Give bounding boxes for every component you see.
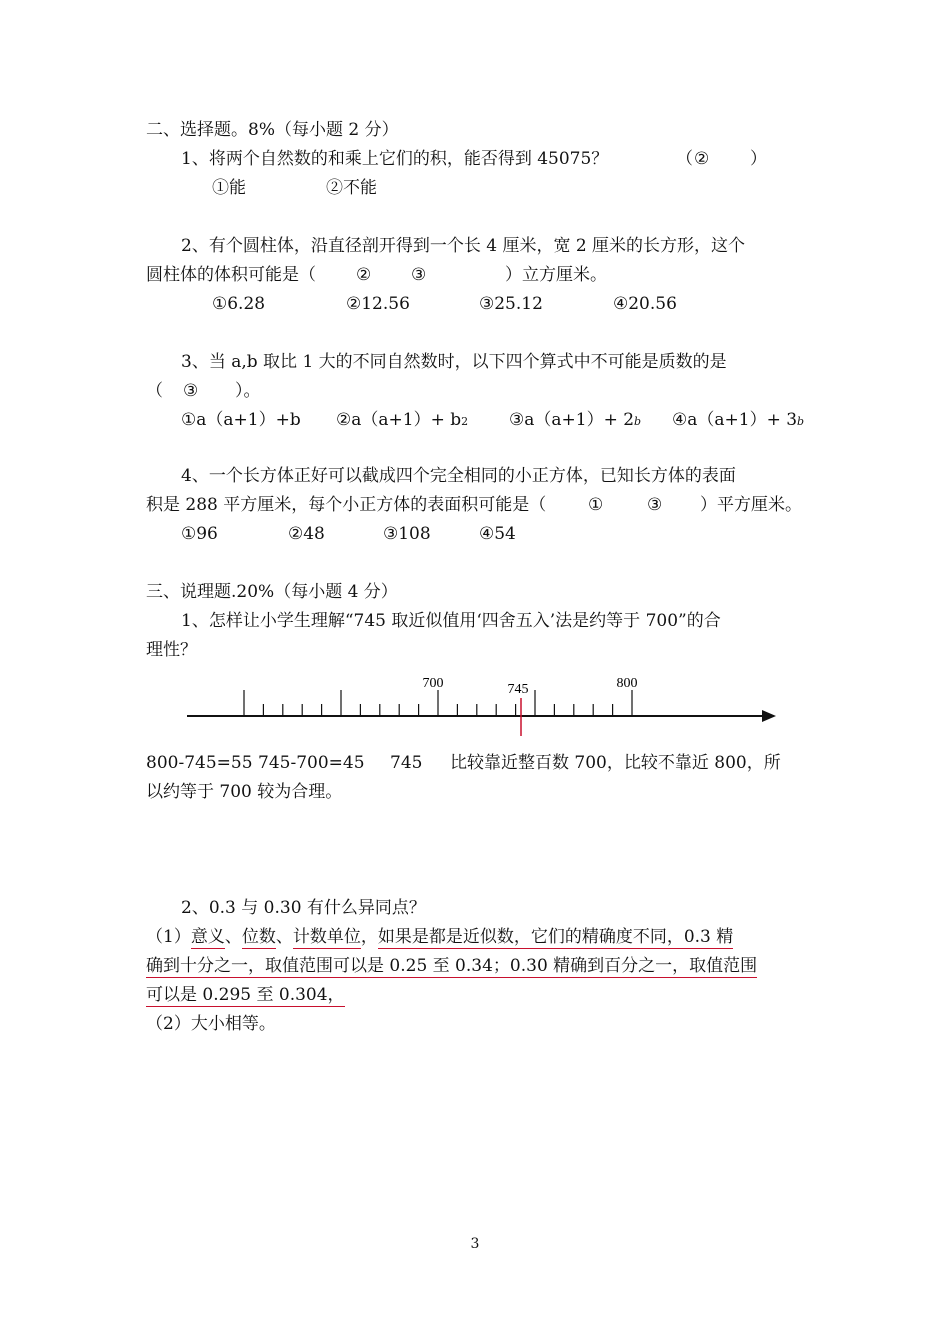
s3-q1-answer-line2: 以约等于 700 较为合理。: [146, 782, 343, 802]
s3-q2-seg-unit: 计数单位: [292, 927, 361, 947]
q1-option-1: ①能: [212, 178, 246, 198]
q4-option-4: ④54: [479, 524, 516, 544]
q2-answer2: ③: [411, 265, 427, 285]
s3-q2-p2: （2）大小相等。: [146, 1014, 276, 1034]
page-number: 3: [470, 1236, 480, 1252]
q2-answer1: ②: [356, 265, 372, 285]
q1-answer-close: ）: [750, 149, 767, 169]
q3-option-4: [672, 409, 804, 433]
q1-answer-open: （: [676, 149, 693, 169]
q1-answer: ②: [694, 149, 710, 169]
q3-option-4-main: ④a（a+1）+ 3: [672, 410, 798, 430]
q4-answer1: ①: [588, 495, 604, 515]
number-line-arrowhead: [762, 710, 776, 722]
label-700: 700: [422, 676, 444, 691]
s3-q2-title: 2、0.3 与 0.30 有什么异同点？: [181, 898, 426, 918]
number-line-diagram: [180, 668, 790, 744]
q1-option-2: ②不能: [326, 178, 377, 198]
q2-line2-post: ）立方厘米。: [505, 265, 607, 285]
s3-q1-answer-d: 比较靠近整百数 700，比较不靠近 800，所: [450, 753, 781, 773]
q3-option-1: ①a（a+1）+b: [181, 410, 301, 430]
q2-line2-pre: 圆柱体的体积可能是（: [146, 265, 316, 285]
label-800: 800: [616, 676, 638, 691]
q3-line1: 3、当 a,b 取比 1 大的不同自然数时，以下四个算式中不可能是质数的是: [181, 352, 727, 372]
q3-option-2-main: ②a（a+1）+ b: [336, 410, 462, 430]
q3-option-3-main: ③a（a+1）+ 2: [509, 410, 635, 430]
label-745: 745: [507, 682, 529, 697]
q4-line2-pre: 积是 288 平方厘米，每个小正方体的表面积可能是（: [146, 495, 547, 515]
q2-option-1: ①6.28: [212, 294, 266, 314]
s3-q2-seg-meaning: 意义: [190, 927, 225, 947]
q4-option-2: ②48: [288, 524, 325, 544]
s3-q2-p1-prefix: （1）: [146, 927, 191, 947]
q2-option-2: ②12.56: [346, 294, 410, 314]
q4-option-1: ①96: [181, 524, 218, 544]
s3-q2-sep3: ，: [360, 927, 378, 947]
q4-line2-post: ）平方厘米。: [700, 495, 802, 515]
q3-option-2-exponent: 2: [461, 415, 469, 428]
s3-q1-line2: 理性？: [146, 640, 197, 660]
q4-option-3: ③108: [383, 524, 431, 544]
s3-q1-answer-c: 745: [390, 753, 423, 773]
s3-q2-seg-precision: 如果是都是近似数，它们的精确度不同，0.3 精: [377, 927, 734, 947]
q4-line1: 4、一个长方体正好可以截成四个完全相同的小正方体，已知长方体的表面: [181, 466, 736, 486]
q1-text: 1、将两个自然数的和乘上它们的积，能否得到 45075？: [181, 149, 609, 169]
s3-q2-sep1: 、: [224, 927, 242, 947]
q4-answer2: ③: [647, 495, 663, 515]
q3-option-3-exponent: b: [634, 415, 642, 428]
q3-answer: ③: [183, 381, 199, 401]
q3-line2-open: （: [146, 381, 163, 401]
q3-option-3: [509, 409, 641, 433]
q2-option-4: ④20.56: [613, 294, 677, 314]
s3-q1-line1: 1、怎样让小学生理解“745 取近似值用‘四舍五入’法是约等于 700”的合: [181, 611, 721, 631]
s3-q2-sep2: 、: [275, 927, 293, 947]
s3-q2-p1-line3: [146, 984, 345, 1006]
q3-option-2: [336, 409, 468, 433]
q2-line1: 2、有个圆柱体，沿直径剖开得到一个长 4 厘米，宽 2 厘米的长方形，这个: [181, 236, 746, 256]
q2-option-3: ③25.12: [479, 294, 543, 314]
s3-q2-p1-line2: [146, 955, 757, 977]
q3-line2-close: ）。: [235, 381, 261, 401]
section3-title: 三、说理题.20%（每小题 4 分）: [146, 582, 398, 602]
s3-q1-answer-a: 800-745=55: [146, 753, 253, 773]
number-line-ticks: [244, 690, 632, 716]
s3-q2-p1-line1: [146, 926, 733, 948]
s3-q2-seg-digits: 位数: [241, 927, 276, 947]
s3-q2-p1-line2-text: 确到十分之一，取值范围可以是 0.25 至 0.34；0.30 精确到百分之一，取值范围: [146, 956, 758, 976]
q3-option-4-exponent: b: [797, 415, 805, 428]
s3-q2-p1-line3-text: 可以是 0.295 至 0.304，: [146, 985, 345, 1005]
s3-q1-answer-b: 745-700=45: [258, 753, 365, 773]
section2-title: 二、选择题。8%（每小题 2 分）: [146, 120, 399, 140]
